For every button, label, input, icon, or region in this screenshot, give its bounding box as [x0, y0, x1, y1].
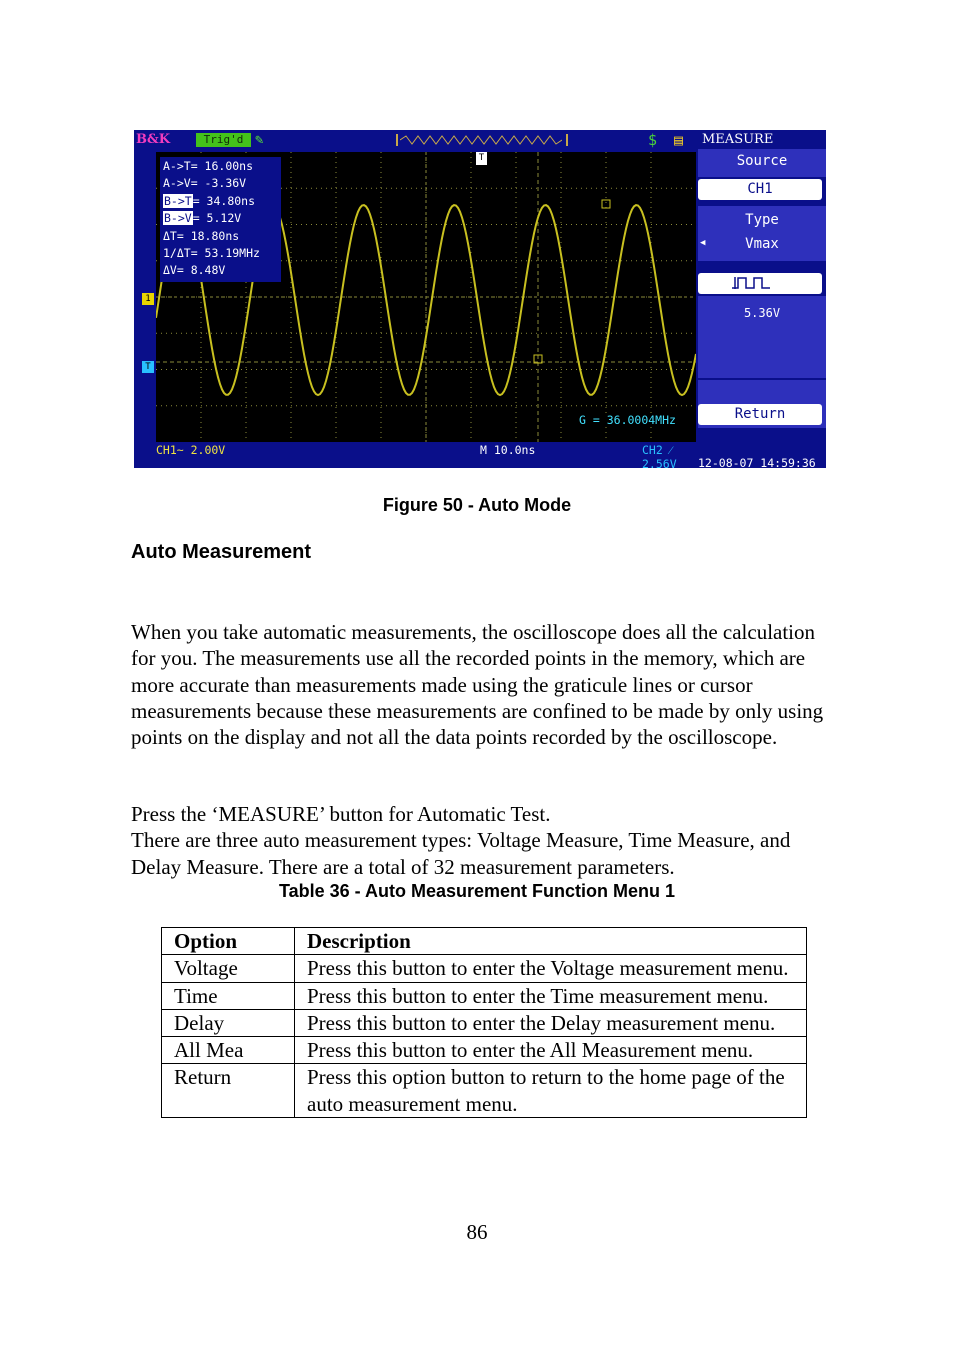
option-cell: All Mea — [162, 1037, 295, 1064]
table-caption: Table 36 - Auto Measurement Function Menu 1 — [278, 881, 676, 901]
source-label: Source — [736, 153, 788, 169]
measurement-type-icon[interactable] — [698, 273, 822, 294]
scope-status-bar — [134, 130, 696, 152]
return-button[interactable]: Return — [698, 404, 822, 425]
type-label: Type — [745, 212, 779, 228]
menu-title: MEASURE — [702, 132, 774, 147]
measure-types-text: There are three auto measurement types: Voltage Measure, Time Measure, and Delay Measure. There are a total of 32 measurement parameters. — [131, 828, 791, 879]
readout-value: = 18.80ns — [176, 228, 240, 243]
readout-value: = 5.12V — [192, 211, 242, 226]
readout-row — [163, 262, 281, 279]
readout-row — [163, 228, 281, 245]
readout-label: ΔV — [163, 263, 177, 278]
option-cell: Delay — [162, 1009, 295, 1036]
channel-1-marker: 1 — [142, 293, 154, 305]
option-cell: Voltage — [162, 955, 295, 982]
description-cell: Press this option button to return to the home page of the auto measurement menu. — [295, 1064, 807, 1118]
type-value: Vmax — [745, 236, 779, 252]
trigger-lock-icon: ✎ — [255, 132, 264, 148]
readout-row — [163, 210, 281, 227]
scope-info-bar — [134, 442, 696, 468]
ch1-scale: CH1~ 2.00V — [156, 443, 226, 457]
function-menu-table — [161, 927, 807, 1118]
page-number: 86 — [466, 1220, 488, 1244]
description-cell: Press this button to enter the All Measurement menu. — [295, 1037, 807, 1064]
readout-label: B->V — [164, 211, 192, 226]
trigger-status-badge: Trig'd — [196, 133, 251, 147]
pulse-waveform-icon — [730, 275, 790, 291]
readout-row — [163, 193, 281, 210]
ch2-trigger-level: CH2 ⁄ 2.56V — [642, 443, 677, 468]
frequency-counter — [579, 413, 676, 427]
readout-value: = 53.19MHz — [190, 246, 260, 261]
readout-label: A->T — [163, 159, 191, 173]
date-time: 12-08-07 14:59:36 — [698, 456, 816, 468]
option-cell: Return — [162, 1064, 295, 1118]
cursor-a-marker — [602, 200, 610, 208]
measured-value-panel — [698, 296, 826, 378]
trigger-time-marker: T — [476, 152, 487, 165]
readout-row — [163, 245, 281, 262]
measure-paragraph — [131, 801, 831, 880]
counter-icon: G — [579, 413, 586, 427]
table-row — [162, 1037, 807, 1064]
figure-caption: Figure 50 - Auto Mode — [382, 495, 572, 515]
table-row — [162, 1064, 807, 1118]
option-cell: Time — [162, 982, 295, 1009]
readout-label: 1/ΔT — [163, 246, 191, 261]
table-row — [162, 982, 807, 1009]
table-row — [162, 955, 807, 982]
printer-icon: ▤ — [674, 131, 684, 149]
source-panel[interactable] — [698, 149, 826, 177]
type-panel[interactable] — [698, 206, 826, 261]
description-cell: Press this button to enter the Delay measurement menu. — [295, 1009, 807, 1036]
readout-row — [163, 158, 281, 175]
frequency-readout: = 36.0004MHz — [592, 413, 676, 427]
readout-label: B->T — [164, 193, 192, 208]
description-cell: Press this button to enter the Voltage measurement menu. — [295, 955, 807, 982]
table-header-row — [162, 928, 807, 955]
readout-label: A->V — [163, 176, 191, 191]
left-arrow-icon: ◀ — [700, 238, 706, 248]
source-button[interactable]: CH1 — [698, 179, 822, 200]
intro-paragraph: When you take automatic measurements, the oscilloscope does all the calculation for you. The measurements use all the recorded points in the memory, which are more accurate than measurements made using the graticule lines or cursor measurements because these measurements are confined to be made by only using points on the display and not all the data points recorded by the oscilloscope. — [131, 620, 824, 750]
readout-value: = 16.00ns — [190, 159, 254, 173]
section-heading: Auto Measurement — [131, 541, 312, 563]
readout-value: = -3.36V — [190, 176, 247, 191]
readout-row — [163, 175, 281, 192]
description-cell: Press this button to enter the Time measurement menu. — [295, 982, 807, 1009]
brand-logo: B&K — [136, 132, 171, 147]
memory-waveform-icon — [400, 135, 562, 145]
readout-value: = 8.48V — [176, 263, 226, 278]
measure-instruction: Press the ‘MEASURE’ button for Automatic Test. — [131, 802, 551, 826]
measured-value: 5.36V — [743, 306, 781, 320]
oscilloscope-screenshot — [134, 130, 826, 468]
table-row — [162, 1009, 807, 1036]
trigger-level-marker: T — [142, 361, 154, 373]
measure-menu — [696, 130, 826, 442]
cursor-readout-panel — [160, 157, 281, 282]
readout-value: = 34.80ns — [192, 193, 256, 208]
usb-icon: $ — [648, 131, 658, 149]
description-column-header: Description — [295, 928, 807, 955]
timebase: M 10.0ns — [480, 443, 536, 457]
readout-label: ΔT — [163, 228, 177, 243]
option-column-header: Option — [162, 928, 295, 955]
